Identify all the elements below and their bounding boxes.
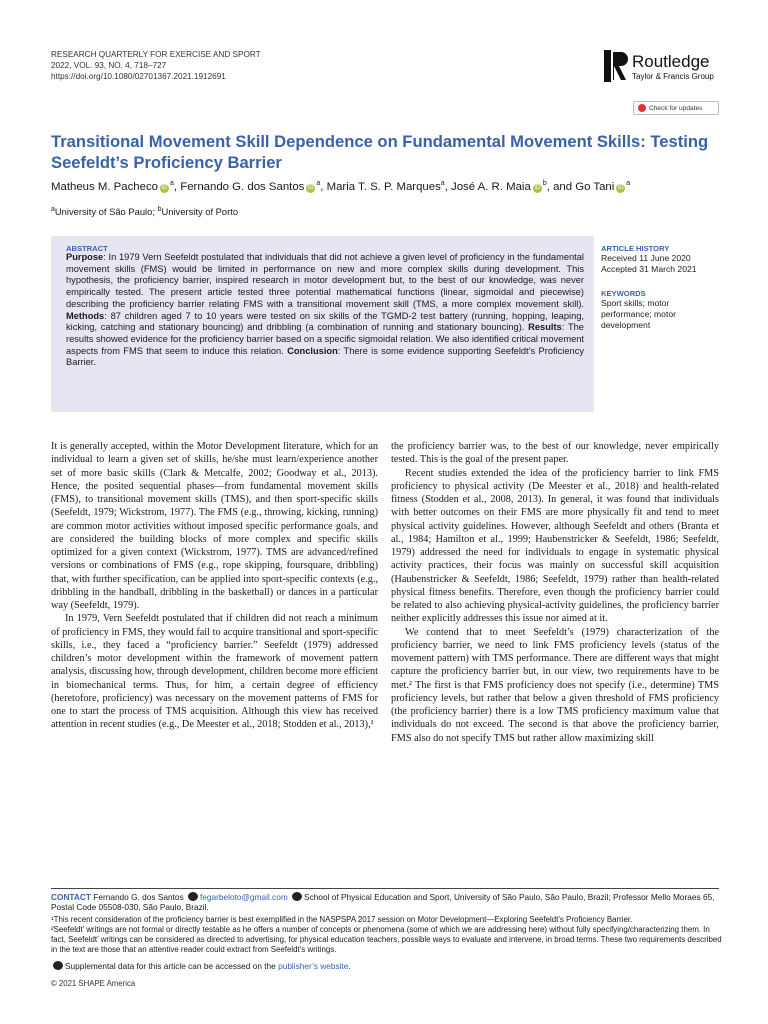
copyright: © 2021 SHAPE America [51, 979, 136, 988]
check-for-updates-label: Check for updates [649, 104, 703, 112]
author-list: Matheus M. Pacheco $iD^a$, Fernando G. dos Santos $iD^a$, Maria T. S. P. Marques$^a$, José A. R. Maia $iD^b$, and Go Tani $iD^a$ [51, 180, 631, 193]
body-column-left [51, 440, 378, 732]
article-history [601, 244, 731, 275]
publisher-name: Routledge [632, 52, 710, 71]
abstract-heading: ABSTRACT [66, 244, 108, 253]
abstract-text: Purpose: In 1979 Vern Seefeldt postulated that individuals that did not achieve a given level of proficiency in the fundamental movement skills (FMS) would be limited in performance on new and more complex skills during development. This hypothesis, the proficiency barrier, inspired research in motor development but, to the best of our knowledge, was never empirically tested. The present article tested three potential mathematical functions (linear, sigmoidal and piecewise) describing the proficiency barrier relating FMS with a transitional movement skill (TMS, a more complex movement skill). Methods: 87 children aged 7 to 10 years were tested on six skills of the TGMD-2 test battery (running, hopping, leaping, kicking, catching and stationary bouncing) and dribbling (a combination of running and stationary bouncing). Results: The results showed evidence for the proficiency barrier based on a specific sigmoidal relation. We also identified critical movement aspects from FMS that seem to induce this relation. Conclusion: There is some evidence supporting Seefeldt’s Proficiency Barrier. [66, 252, 584, 368]
body-column-right [391, 440, 719, 745]
orcid-icon[interactable]: iD [617, 184, 624, 191]
email-icon [188, 892, 198, 901]
orcid-icon[interactable]: iD [308, 184, 314, 191]
paragraph: the proficiency barrier was, to the best of our knowledge, never empirically tested. This is the goal of the present paper. [391, 441, 719, 466]
publisher-logo [604, 50, 729, 84]
author-3[interactable]: Maria T. S. P. Marques$^a$ [326, 180, 445, 193]
check-for-updates-button[interactable] [633, 101, 719, 115]
contact-info [51, 892, 723, 913]
contact-address: School of Physical Education and Sport, University of São Paulo, São Paulo, Brazil; Professor Mello Moraes 65, Postal Code 05508-030, São Paulo, Brazil. [51, 892, 715, 913]
author-1[interactable]: Matheus M. Pacheco $iD^a$ [51, 180, 174, 193]
journal-volume: 2022, VOL. 93, NO. 4, 718–727 [51, 61, 167, 70]
contact-email-link[interactable]: fegarbeloto@gmail.com [199, 892, 288, 902]
paragraph: Recent studies extended the idea of the proficiency barrier to link FMS proficiency to physical activity (De Meester et al., 2018) and health-related fitness (Stodden et al., 2008, 2013). In general, it was found that individuals with better outcomes on their FMS are more physically fit and tend to meet physical activity guidelines. However, although Seefeldt and others (Branta et al., 1984; Hamilton et al., 1999; Haubenstricker & Seefeldt, 1986; Seefeldt, 1979) addressed the need for individuals to engage in systematic physical activity practices, their focus was mainly on successful skill acquisition (Haubenstricker & Seefeldt, 1986; Seefeldt, 1979) rather than health-related physical fitness benefits. Therefore, even though the proficiency barrier could be related to also achieving physical-activity guidelines, the proficiency barrier neither explicitly addresses this issue nor aimed at it. [391, 467, 719, 625]
supplemental-note: Supplemental data for this article can be accessed on the publisher’s website. [51, 961, 351, 971]
address-icon [292, 892, 302, 901]
routledge-mark-icon [604, 50, 628, 82]
footnote-divider [51, 888, 719, 889]
author-2[interactable]: Fernando G. dos Santos $iD^a$ [180, 180, 321, 193]
footnotes [51, 915, 723, 955]
journal-doi-link[interactable]: https://doi.org/10.1080/02701367.2021.1912691 [51, 72, 226, 81]
publisher-group: Taylor & Francis Group [632, 72, 714, 81]
contact-name: Fernando G. dos Santos [93, 892, 184, 902]
author-5[interactable]: and Go Tani $iD^a$ [553, 180, 631, 193]
paragraph: In 1979, Vern Seefeldt postulated that if children did not reach a minimum of proficiency in FMS, they would fail to acquire transitional and sport-specific skills, i.e., they faced a “proficiency barrier.” Seefeldt (1979) addressed children’s motor development within the framework of movement pattern analysis, discussing how, through development, children become more efficient in biomechanical terms. Thus, for him, a certain degree of efficiency (heretofore, proficiency) was necessary on the movement patterns of FMS for one to start the process of TMS acquisition. Although this view has received attention in recent studies (e.g., De Meester et al., 2018; Stodden et al., 2013),¹ [51, 613, 378, 731]
keywords-heading: KEYWORDS [601, 289, 646, 298]
footnote: ¹This recent consideration of the proficiency barrier is best exemplified in the NASPSPA 2017 session on Motor Development—Exploring Seefeldt’s Proficiency Barrier. [51, 915, 633, 924]
update-badge-icon [638, 104, 646, 112]
supplemental-icon [53, 961, 63, 970]
contact-label: CONTACT [51, 892, 91, 902]
footnote: ²Seefeldt’ writings are not formal or directly testable as he offers a number of concepts or phenomena (some of which we are addressing here) without fully specifying/characterizing them. In fact, Seefeldt’ writings can be considered as directed to advertising, for physical education teachers, possible ways to evaluate and intervene, in broad terms. These two requirements described in the text are those that an attentive reader could extract from Seefeldt’s writings. [51, 925, 722, 954]
received-date: Received 11 June 2020 [601, 253, 691, 263]
paragraph: We contend that to meet Seefeldt’s (1979) characterization of the proficiency barrier, we need to link FMS proficiency levels (status of the movement pattern) with TMS performance. There are different ways that might capture the proficiency barrier but, in our view, two requirements have to be met.² The first is that FMS proficiency does not specify (i.e., determine) TMS proficiency levels, but rather that below a given threshold of FMS proficiency (the proficiency barrier) there is a low TMS proficiency maximum value that individuals do not exceed. The second is that above the proficiency barrier, FMS also do not specify TMS but rather allow maximizing skill [391, 626, 719, 744]
orcid-icon[interactable]: iD [534, 184, 541, 191]
keywords-text: Sport skills; motor performance; motor development [601, 298, 676, 330]
author-4[interactable]: José A. R. Maia $iD^b$ [451, 180, 547, 193]
accepted-date: Accepted 31 March 2021 [601, 264, 697, 274]
journal-info [51, 49, 261, 82]
paragraph: It is generally accepted, within the Motor Development literature, which for an individual to learn a given set of skills, he/she must learn/experience another set of more basic skills (Clark & Metcalfe, 2002; Goodway et al., 2013). Hence, the posited sequential phases—from fundamental movement skills (FMS), to transitional movement skills (TMS), and then sport-specific skills (Seefeldt, 1979; Wickstrom, 1977). The FMS (e.g., throwing, kicking, running) are common motor activities without imposed specific performance goals, and are considered the building blocks of more complex and specific skills optimized for a given context (Wickstrom, 1977). TMS are advanced/refined versions or combinations of FMS (e.g., rope skipping, foursquare, dribbling) that, with further specification, can be applied into sport-specific contexts (e.g., dribbling in the handball, dribbling in the basketball) or dances in a particular way (Seefeldt, 1979). [51, 441, 378, 611]
affiliations: $^a$University of São Paulo; $^b$University of Porto [51, 206, 239, 218]
publisher-website-link[interactable]: publisher’s website [278, 961, 349, 971]
article-title: Transitional Movement Skill Dependence on Fundamental Movement Skills: Testing Seefeldt’s Proficiency Barrier [51, 132, 709, 172]
history-heading: ARTICLE HISTORY [601, 244, 670, 253]
journal-name: RESEARCH QUARTERLY FOR EXERCISE AND SPORT [51, 50, 261, 59]
orcid-icon[interactable]: iD [161, 184, 168, 191]
keywords [601, 289, 721, 331]
